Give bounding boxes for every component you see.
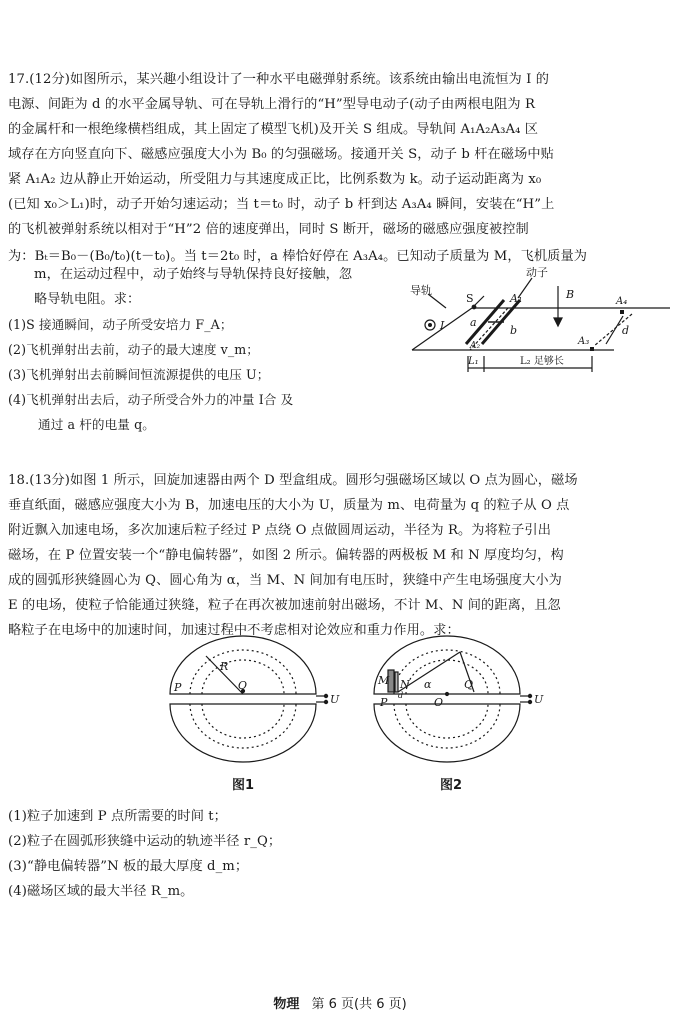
q17-subquestion: (2)飞机弹射出去前，动子的最大速度 v_m； (8, 342, 259, 357)
question-18 (8, 468, 672, 643)
label-L1: L₁ (468, 356, 479, 367)
fig1-label-U: U (330, 693, 340, 706)
q17-rail-figure (408, 264, 672, 380)
fig2-label-alpha: α (424, 678, 432, 691)
q18-subquestion: (2)粒子在圆弧形狭缝中运动的轨迹半径 r_Q； (8, 834, 282, 849)
q18-subquestion: (4)磁场区域的最大半径 R_m。 (8, 884, 194, 899)
q17-subquestion: (1)S 接通瞬间，动子所受安培力 F_A； (8, 317, 233, 332)
q18-line: 略粒子在电场中的加速时间，加速过程中不考虑相对论效应和重力作用。求： (8, 623, 460, 638)
fig1-label-O: O (238, 679, 248, 692)
fig2-label-N: N (400, 678, 410, 691)
label-d: d (622, 324, 630, 337)
label-rail: 导轨 (410, 284, 432, 297)
fig2-caption: 图2 (440, 778, 463, 793)
label-b: b (510, 324, 518, 337)
label-A1: A₁ (510, 292, 523, 305)
question-17 (8, 67, 672, 272)
fig1-label-P: P (174, 681, 182, 694)
q17-line: 的飞机被弹射系统以相对于“H”2 倍的速度弹出，同时 S 断开，磁场的磁感应强度被控制 (8, 222, 529, 237)
footer-subject: 物理 (273, 997, 300, 1012)
q17-line: 的金属杆和一根绝缘横档组成，其上固定了模型飞机)及开关 S 组成。导轨间 A₁A₂A₃A₄ 区 (8, 122, 539, 137)
label-A3: A₃ (578, 336, 590, 347)
q17-subquestion: 通过 a 杆的电量 q。 (38, 417, 155, 432)
footer-page-number: 第 6 页(共 6 页) (311, 997, 407, 1012)
q18-subquestion: (3)“静电偏转器”N 板的最大厚度 d_m； (8, 859, 249, 874)
label-L2: L₂ 足够长 (520, 356, 564, 367)
q17-line: 电源、间距为 d 的水平金属导轨、可在导轨上滑行的“H”型导电动子(动子由两根电阻为 R (8, 97, 536, 112)
label-I: I (440, 319, 445, 332)
fig2-label-P: P (380, 696, 388, 709)
question-17-tail (8, 262, 414, 437)
q18-line: 附近飘入加速电场，多次加速后粒子经过 P 点绕 O 点做圆周运动，半径为 R。为将粒子引出 (8, 523, 552, 538)
q17-line: 略导轨电阻。求： (34, 292, 141, 307)
fig1-caption: 图1 (232, 778, 255, 793)
label-A4: A₄ (616, 296, 628, 307)
q18-line: 18.(13分)如图 1 所示，回旋加速器由两个 D 型盒组成。圆形匀强磁场区域以 O 点为圆心，磁场 (8, 473, 578, 488)
q17-line: 紧 A₁A₂ 边从静止开始运动，所受阻力与其速度成正比，比例系数为 k。动子运动距离为 x₀ (8, 172, 542, 187)
q18-line: 成的圆弧形狭缝圆心为 Q、圆心角为 α，当 M、N 间加有电压时，狭缝中产生电场强度大小为 (8, 573, 562, 588)
label-S: S (466, 292, 474, 305)
q17-line: (已知 x₀＞L₁)时，动子开始匀速运动；当 t＝t₀ 时，动子 b 杆到达 A₃A₄ 瞬间，安装在“H”上 (8, 197, 555, 212)
q18-line: 磁场，在 P 位置安装一个“静电偏转器”，如图 2 所示。偏转器的两极板 M 和 N 厚度均匀，构 (8, 548, 564, 563)
question-18-subquestions (8, 804, 672, 904)
fig2-label-Q: Q (464, 678, 474, 691)
q18-line: E 的电场，使粒子恰能通过狭缝，粒子在再次被加速前射出磁场，不计 M、N 间的距离，且忽 (8, 598, 561, 613)
fig1-label-R: R (220, 660, 229, 673)
q17-line: 为：Bₜ＝B₀－(B₀/t₀)(t－t₀)。当 t＝2t₀ 时，a 棒恰好停在 A₃A₄。已知动子质量为 M，飞机质量为 (8, 249, 588, 264)
fig2-label-M: M (378, 674, 390, 687)
fig2-label-U: U (534, 693, 544, 706)
q18-subquestion: (1)粒子加速到 P 点所需要的时间 t； (8, 809, 227, 824)
cyclotron-figure-1 (160, 634, 345, 769)
label-B: B (566, 288, 575, 301)
page-footer (0, 993, 680, 1012)
fig2-label-d: d (398, 691, 404, 700)
cyclotron-figure-2 (364, 634, 549, 769)
q18-line: 垂直纸面，磁感应强度大小为 B，加速电压的大小为 U，质量为 m、电荷量为 q 的粒子从 O 点 (8, 498, 570, 513)
label-mover: 动子 (526, 266, 548, 279)
q17-line: 17.(12分)如图所示，某兴趣小组设计了一种水平电磁弹射系统。该系统由输出电流恒为 I 的 (8, 72, 549, 87)
q17-subquestion: (3)飞机弹射出去前瞬间恒流源提供的电压 U； (8, 367, 270, 382)
label-A2: A₂ (470, 341, 481, 351)
q17-subquestion: (4)飞机弹射出去后，动子所受合外力的冲量 I合 及 (8, 392, 294, 407)
fig2-label-O: O (434, 696, 444, 709)
q17-line: m，在运动过程中，动子始终与导轨保持良好接触，忽 (34, 267, 353, 282)
q17-line: 域存在方向竖直向下、磁感应强度大小为 B₀ 的匀强磁场。接通开关 S，动子 b 杆在磁场中贴 (8, 147, 554, 162)
label-a: a (470, 316, 477, 329)
